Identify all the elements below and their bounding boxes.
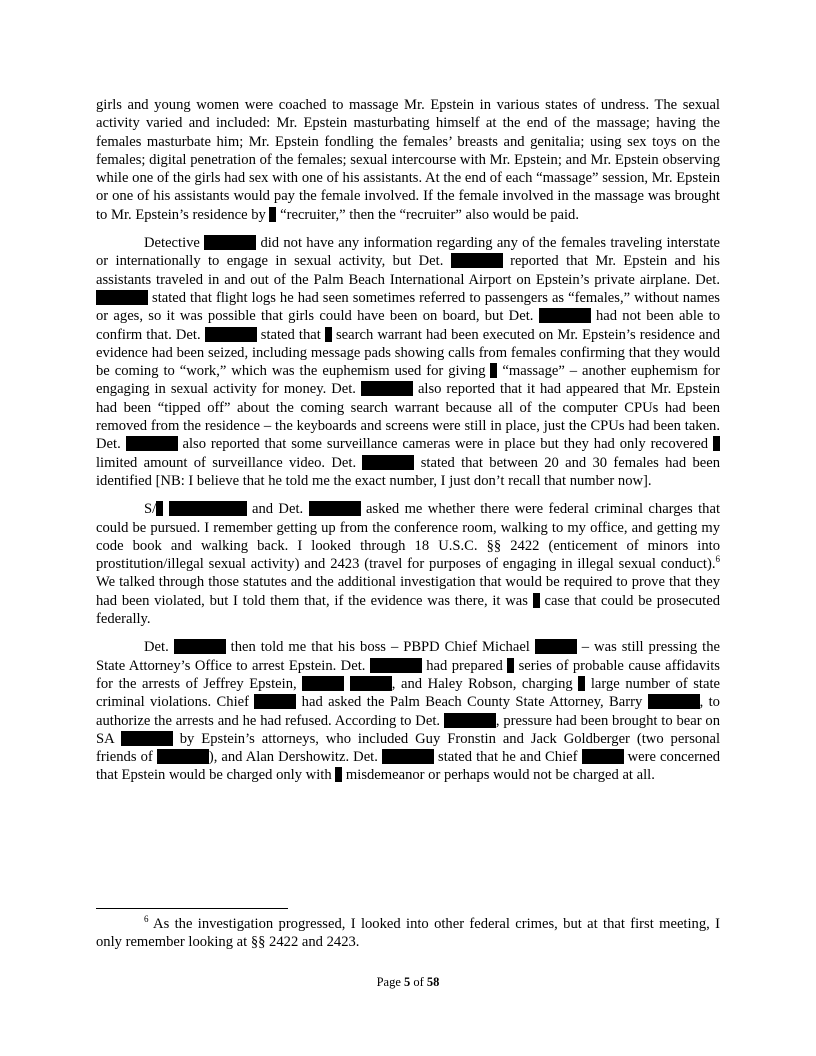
text-run: search warrant had been executed on Mr. Epstein’s residence and evidence had been seized, including message pads showing calls from females confirming that they would be coming to “work,” which was the euphemism used for giving bbox=[96, 326, 720, 380]
text-run: “recruiter,” then the “recruiter” also would be paid. bbox=[276, 206, 579, 223]
text-run: had not been able to confirm that. Det. bbox=[96, 308, 720, 343]
text-run: , and Haley Robson, charging bbox=[391, 675, 579, 692]
text-run: Detective bbox=[144, 235, 205, 252]
text-run: also reported that it had appeared that Mr. Epstein had been “tipped off” about the coming search warrant because all of the computer CPUs had been removed from the residence – the keyboards and screens were still in place, just the CPUs had been taken. Det. bbox=[96, 381, 721, 453]
text-run: limited amount of surveillance video. Det. bbox=[96, 454, 363, 471]
text-run: – was still pressing the State Attorney’s Office to arrest Epstein. Det. bbox=[96, 639, 720, 674]
text-run: , to authorize the arrests and he had refused. According to Det. bbox=[96, 694, 720, 729]
redaction-block bbox=[302, 676, 344, 691]
redaction-block bbox=[444, 713, 496, 728]
text-run: large number of state criminal violations. Chief bbox=[96, 675, 720, 711]
redaction-block bbox=[205, 327, 257, 342]
redaction-block bbox=[204, 235, 256, 250]
redaction-block bbox=[451, 253, 503, 268]
redaction-block bbox=[533, 593, 540, 608]
redaction-block bbox=[174, 639, 226, 654]
footnote-text: As the investigation progressed, I looked into other federal crimes, but at that first meeting, I only remember looking at §§ 2422 and 2423. bbox=[96, 916, 720, 951]
redaction-block bbox=[648, 694, 700, 709]
footnote-reference: 6 bbox=[715, 554, 720, 565]
redaction-block bbox=[539, 308, 591, 323]
redaction-block bbox=[126, 436, 178, 451]
text-run: girls and young women were coached to massage Mr. Epstein in various states of undress. The sexual activity varied and included: Mr. Epstein masturbating himself at the end of the massage; having the females masturbate him; Mr. Epstein fondling the females’ breasts and genitalia; using sex toys on the females; digital penetration of the females; sexual intercourse with Mr. Epstein; and Mr. Epstein observing while one of the girls had sex with one of his assistants. At the end of each “massage” session, Mr. Epstein or one of his assistants would pay the female involved. If the female involved in the massage was brought to Mr. Epstein’s residence by bbox=[96, 97, 720, 223]
text-run: reported that Mr. Epstein and his assistants traveled in and out of the Palm Beach International Airport on Epstein’s private airplane. Det. bbox=[96, 253, 720, 288]
text-run: also reported that some surveillance cameras were in place but they had only recovered bbox=[177, 436, 713, 453]
text-run: , pressure had been brought to bear on SA bbox=[96, 712, 720, 747]
text-run: We talked through those statutes and the additional investigation that would be required to prove that they had been violated, but I told them that, if the evidence was there, it was bbox=[96, 574, 720, 609]
text-run: stated that he and Chief bbox=[433, 749, 582, 766]
document-body bbox=[96, 96, 720, 795]
redaction-block bbox=[713, 436, 720, 451]
redaction-block bbox=[309, 501, 361, 516]
redaction-block bbox=[169, 501, 247, 516]
footnote-number: 6 bbox=[144, 914, 149, 925]
text-run: were concerned that Epstein would be charged only with bbox=[96, 749, 721, 784]
redaction-block bbox=[350, 676, 392, 691]
redaction-block bbox=[535, 639, 577, 654]
text-run: case that could be prosecuted federally. bbox=[96, 592, 720, 628]
paragraph bbox=[96, 234, 720, 490]
text-run: had asked the Palm Beach County State Attorney, Barry bbox=[296, 694, 648, 711]
footer-prefix: Page bbox=[376, 975, 404, 989]
text-run: stated that bbox=[256, 326, 325, 343]
text-run: by Epstein’s attorneys, who included Guy Fronstin and Jack Goldberger (two personal friends of bbox=[96, 730, 720, 766]
page-footer bbox=[96, 974, 720, 990]
redaction-block bbox=[582, 749, 624, 764]
text-run: asked me whether there were federal criminal charges that could be pursued. I remember getting up from the conference room, walking to my office, and getting my code book and walking back. I looked through 18 U.S.C. §§ 2422 (enticement of minors into prostitution/illegal sexual activity) and 2423 (travel for purposes of engaging in illegal sexual conduct). bbox=[96, 501, 720, 573]
redaction-block bbox=[96, 290, 148, 305]
text-run: “massage” – another euphemism for engaging in sexual activity for money. Det. bbox=[96, 363, 720, 398]
footnote-6 bbox=[96, 915, 720, 952]
text-run: Det. bbox=[144, 639, 174, 656]
redaction-block bbox=[361, 381, 413, 396]
redaction-block bbox=[157, 749, 209, 764]
text-run: S/ bbox=[144, 501, 157, 518]
current-page-number: 5 bbox=[404, 975, 411, 989]
text-run: had prepared bbox=[421, 657, 508, 674]
redaction-block bbox=[370, 658, 422, 673]
text-run: series of probable cause affidavits for the arrests of Jeffrey Epstein, bbox=[96, 657, 720, 692]
total-page-count: 58 bbox=[426, 975, 440, 989]
redaction-block bbox=[254, 694, 296, 709]
text-run: misdemeanor or perhaps would not be charged at all. bbox=[342, 767, 655, 784]
redaction-block bbox=[121, 731, 173, 746]
text-run: then told me that his boss – PBPD Chief Michael bbox=[225, 639, 535, 656]
text-run: did not have any information regarding any of the females traveling interstate or internationally to engage in sexual activity, but Det. bbox=[96, 235, 720, 270]
redaction-block bbox=[382, 749, 434, 764]
paragraph bbox=[96, 500, 720, 628]
paragraph bbox=[96, 96, 720, 224]
redaction-block bbox=[362, 455, 414, 470]
footnote-divider bbox=[96, 908, 288, 909]
paragraph bbox=[96, 638, 720, 784]
text-run: stated that between 20 and 30 females had been identified [NB: I believe that he told me the exact number, I just don’t recall that number now]. bbox=[96, 454, 720, 489]
redaction-block bbox=[325, 327, 332, 342]
text-run: and Det. bbox=[246, 501, 309, 518]
text-run: ), and Alan Dershowitz. Det. bbox=[208, 749, 382, 766]
text-run: stated that flight logs he had seen sometimes referred to passengers as “females,” without names or ages, so it was possible that girls could have been on board, but Det. bbox=[96, 289, 720, 325]
footer-of: of bbox=[410, 975, 427, 989]
